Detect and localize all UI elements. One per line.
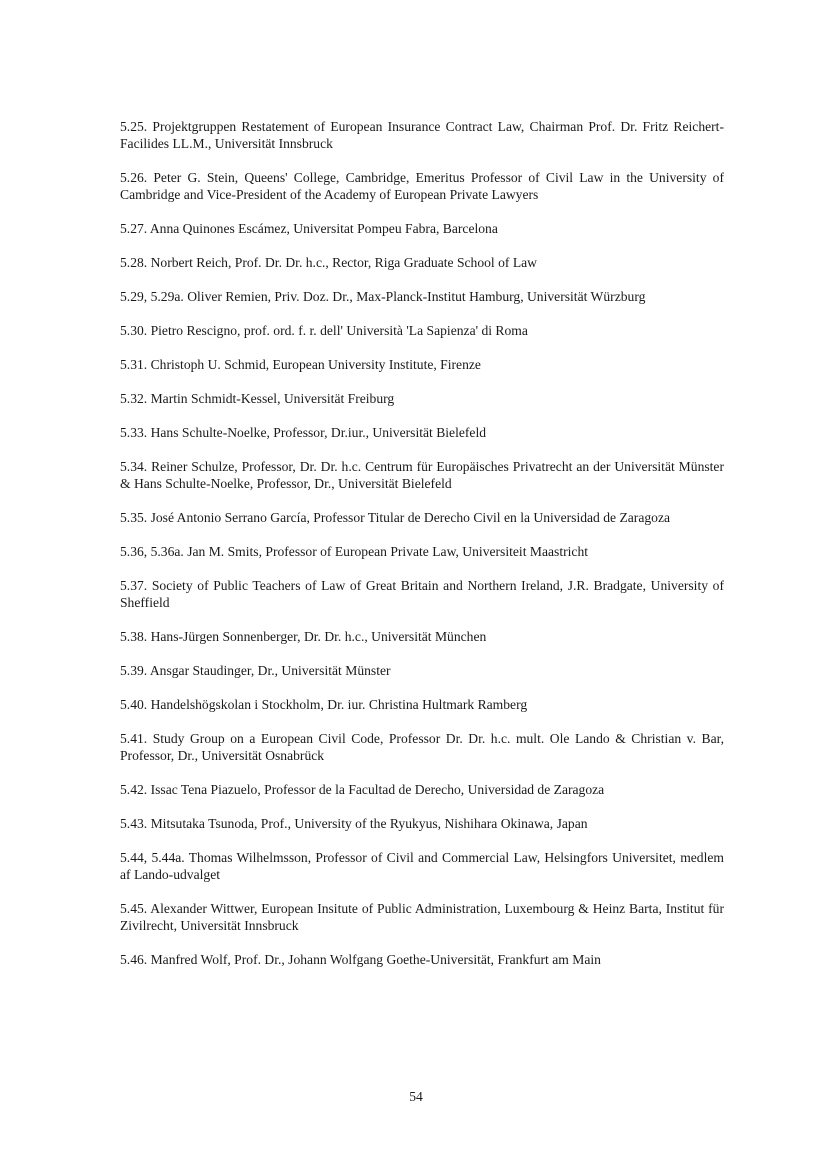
list-item: 5.46. Manfred Wolf, Prof. Dr., Johann Wolfgang Goethe-Universität, Frankfurt am Main <box>120 952 601 967</box>
list-item: 5.30. Pietro Rescigno, prof. ord. f. r. dell' Università 'La Sapienza' di Roma <box>120 323 528 338</box>
list-item: 5.36, 5.36a. Jan M. Smits, Professor of European Private Law, Universiteit Maastricht <box>120 544 589 559</box>
list-item: 5.32. Martin Schmidt-Kessel, Universität Freiburg <box>120 391 395 406</box>
contributor-list <box>120 118 724 985</box>
list-item: 5.27. Anna Quinones Escámez, Universitat Pompeu Fabra, Barcelona <box>120 221 498 236</box>
list-item: 5.28. Norbert Reich, Prof. Dr. Dr. h.c., Rector, Riga Graduate School of Law <box>120 255 537 270</box>
list-item: 5.26. Peter G. Stein, Queens' College, Cambridge, Emeritus Professor of Civil Law in the University of Cambridge and Vice-President of the Academy of European Private Lawyers <box>120 170 724 202</box>
list-item: 5.29, 5.29a. Oliver Remien, Priv. Doz. Dr., Max-Planck-Institut Hamburg, Universität Würzburg <box>120 289 646 304</box>
list-item: 5.39. Ansgar Staudinger, Dr., Universität Münster <box>120 663 391 678</box>
list-item: 5.37. Society of Public Teachers of Law of Great Britain and Northern Ireland, J.R. Bradgate, University of Sheffield <box>120 578 724 610</box>
list-item: 5.31. Christoph U. Schmid, European University Institute, Firenze <box>120 357 481 372</box>
list-item: 5.45. Alexander Wittwer, European Insitute of Public Administration, Luxembourg & Heinz Barta, Institut für Zivilrecht, Universität Innsbruck <box>120 901 724 933</box>
list-item: 5.34. Reiner Schulze, Professor, Dr. Dr. h.c. Centrum für Europäisches Privatrecht an der Universität Münster & Hans Schulte-Noelke, Professor, Dr., Universität Bielefeld <box>120 459 724 491</box>
list-item: 5.38. Hans-Jürgen Sonnenberger, Dr. Dr. h.c., Universität München <box>120 629 487 644</box>
page-number: 54 <box>409 1089 423 1104</box>
list-item: 5.43. Mitsutaka Tsunoda, Prof., University of the Ryukyus, Nishihara Okinawa, Japan <box>120 816 588 831</box>
list-item: 5.44, 5.44a. Thomas Wilhelmsson, Professor of Civil and Commercial Law, Helsingfors Universitet, medlem af Lando-udvalget <box>120 850 724 882</box>
list-item: 5.40. Handelshögskolan i Stockholm, Dr. iur. Christina Hultmark Ramberg <box>120 697 528 712</box>
list-item: 5.42. Issac Tena Piazuelo, Professor de la Facultad de Derecho, Universidad de Zaragoza <box>120 782 605 797</box>
list-item: 5.35. José Antonio Serrano García, Professor Titular de Derecho Civil en la Universidad de Zaragoza <box>120 510 671 525</box>
list-item: 5.25. Projektgruppen Restatement of European Insurance Contract Law, Chairman Prof. Dr. Fritz Reichert-Facilides LL.M., Universität Innsbruck <box>120 119 724 151</box>
list-item: 5.41. Study Group on a European Civil Code, Professor Dr. Dr. h.c. mult. Ole Lando & Christian v. Bar, Professor, Dr., Universität Osnabrück <box>120 731 724 763</box>
list-item: 5.33. Hans Schulte-Noelke, Professor, Dr.iur., Universität Bielefeld <box>120 425 487 440</box>
